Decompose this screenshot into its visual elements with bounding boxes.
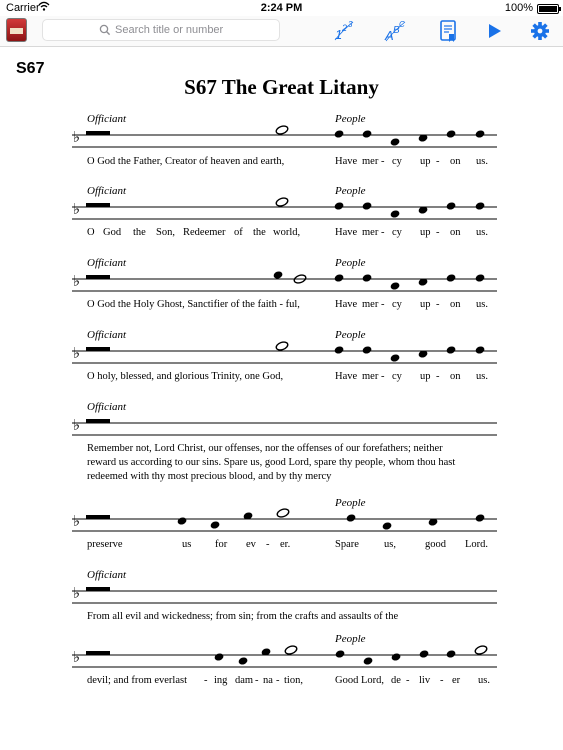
people-label: People — [335, 329, 366, 341]
lyric: O God the Father, Creator of heaven and earth, — [87, 156, 285, 167]
battery-percent: 100% — [504, 2, 533, 14]
lyric: - — [436, 299, 440, 310]
lyric: ev — [246, 539, 256, 550]
lyric: O holy, blessed, and glorious Trinity, one God, — [87, 371, 284, 382]
flat-sign: ♭ — [73, 650, 81, 666]
lyric: world, — [273, 227, 301, 238]
lyric: - — [266, 539, 270, 550]
reciting-note — [86, 275, 110, 279]
note — [475, 345, 486, 354]
whole-note — [284, 645, 298, 656]
lyric: ing — [214, 675, 228, 686]
note — [362, 129, 373, 138]
note — [177, 516, 188, 525]
lyric: - — [381, 156, 385, 167]
staff-system — [72, 497, 497, 550]
lyric: up — [420, 227, 431, 238]
lyric: - — [381, 371, 385, 382]
carrier-label: Carrier — [6, 2, 40, 14]
staff-system — [72, 185, 497, 238]
staff-system — [72, 633, 497, 686]
flat-sign: ♭ — [73, 274, 81, 290]
note — [391, 652, 402, 661]
note — [446, 649, 457, 658]
lyric: us. — [476, 299, 488, 310]
lyric: tion, — [284, 675, 303, 686]
officiant-label: Officiant — [87, 569, 127, 581]
lyric: of — [234, 227, 243, 238]
flat-sign: ♭ — [73, 418, 81, 434]
note — [475, 129, 486, 138]
lyric: dam — [235, 675, 254, 686]
note — [390, 137, 401, 146]
lyric: us. — [478, 675, 490, 686]
officiant-label: Officiant — [87, 329, 127, 341]
lyric: on — [450, 156, 461, 167]
lyric: us, — [384, 539, 396, 550]
note — [334, 201, 345, 210]
lyric: na — [263, 675, 273, 686]
lyric: on — [450, 299, 461, 310]
note — [238, 656, 249, 665]
reciting-note — [86, 587, 110, 591]
lyric: - — [255, 675, 259, 686]
note — [382, 521, 393, 530]
svg-text:3: 3 — [348, 20, 353, 29]
lyric: on — [450, 227, 461, 238]
reciting-note — [86, 651, 110, 655]
svg-text:B: B — [393, 25, 400, 36]
people-label: People — [335, 497, 366, 509]
clock: 2:24 PM — [260, 2, 303, 14]
officiant-label: Officiant — [87, 401, 127, 413]
lyric: Have — [335, 299, 358, 310]
lyric: mer — [362, 156, 379, 167]
lyric: er. — [280, 539, 291, 550]
note — [475, 201, 486, 210]
reciting-note — [86, 203, 110, 207]
lyric: mer — [362, 227, 379, 238]
note — [346, 513, 357, 522]
whole-note — [275, 197, 289, 208]
staff-system — [72, 329, 497, 382]
prose-line: From all evil and wickedness; from sin; from the crafts and assaults of the — [87, 611, 399, 622]
svg-text:A: A — [385, 28, 394, 43]
lyric: Son, — [156, 227, 175, 238]
lyric: - — [436, 227, 440, 238]
note — [362, 201, 373, 210]
lyric: Spare — [335, 539, 359, 550]
lyric: - — [276, 675, 280, 686]
lyric: Have — [335, 156, 358, 167]
lyric: God — [103, 227, 122, 238]
page-title: S67 The Great Litany — [184, 75, 379, 99]
reciting-note — [86, 347, 110, 351]
people-label: People — [335, 185, 366, 197]
lyric: cy — [392, 156, 402, 167]
staff-system — [72, 569, 497, 603]
hymn-number: S67 — [16, 60, 45, 77]
lyric: the — [253, 227, 266, 238]
note — [419, 649, 430, 658]
lyric: - — [381, 227, 385, 238]
note — [390, 281, 401, 290]
officiant-label: Officiant — [87, 113, 127, 125]
officiant-label: Officiant — [87, 257, 127, 269]
prose-line: redeemed with thy most precious blood, and by thy mercy — [87, 471, 332, 482]
flat-sign: ♭ — [73, 346, 81, 362]
note — [446, 129, 457, 138]
people-label: People — [335, 113, 366, 125]
note — [475, 513, 486, 522]
lyric: up — [420, 156, 431, 167]
prose-line: Remember not, Lord Christ, our offenses, nor the offenses of our forefathers; neither — [87, 443, 443, 454]
whole-note — [276, 508, 290, 519]
prose-line: reward us according to our sins. Spare us, good Lord, spare thy people, whom thou hast — [87, 457, 456, 468]
note — [362, 345, 373, 354]
lyric: Redeemer — [183, 227, 226, 238]
lyric: up — [420, 371, 431, 382]
note — [475, 273, 486, 282]
note — [210, 520, 221, 529]
lyric: on — [450, 371, 461, 382]
flat-sign: ♭ — [73, 130, 81, 146]
flat-sign: ♭ — [73, 514, 81, 530]
note — [334, 129, 345, 138]
lyric: cy — [392, 371, 402, 382]
flat-sign: ♭ — [73, 202, 81, 218]
lyric: - — [204, 675, 208, 686]
note — [390, 209, 401, 218]
lyric: - — [440, 675, 444, 686]
people-label: People — [335, 257, 366, 269]
staff-system — [72, 257, 497, 310]
note — [446, 345, 457, 354]
lyric: Have — [335, 227, 358, 238]
lyric: - — [406, 675, 410, 686]
people-label: People — [335, 633, 366, 645]
whole-note — [275, 125, 289, 136]
note — [334, 345, 345, 354]
note — [363, 656, 374, 665]
lyric: - — [436, 371, 440, 382]
lyric: us. — [476, 156, 488, 167]
lyric: er — [452, 675, 461, 686]
staff-system — [72, 113, 497, 167]
lyric: Lord. — [465, 539, 489, 550]
reciting-note — [86, 515, 110, 519]
lyric: mer — [362, 371, 379, 382]
whole-note — [275, 341, 289, 352]
reciting-note — [86, 419, 110, 423]
lyric: Good Lord, — [335, 675, 384, 686]
lyric: O God the Holy Ghost, Sanctifier of the faith - ful, — [87, 299, 300, 310]
note — [273, 270, 284, 279]
note — [334, 273, 345, 282]
officiant-label: Officiant — [87, 185, 127, 197]
note — [362, 273, 373, 282]
lyric: for — [215, 539, 228, 550]
note — [335, 649, 346, 658]
reciting-note — [86, 131, 110, 135]
staff-system — [72, 401, 497, 435]
svg-text:1: 1 — [335, 27, 343, 42]
lyric: - — [436, 156, 440, 167]
lyric: mer — [362, 299, 379, 310]
lyric: us — [182, 539, 192, 550]
lyric: O — [87, 227, 95, 238]
lyric: preserve — [87, 539, 123, 550]
lyric: cy — [392, 227, 402, 238]
note — [446, 273, 457, 282]
lyric: up — [420, 299, 431, 310]
note — [446, 201, 457, 210]
lyric: - — [381, 299, 385, 310]
flat-sign: ♭ — [73, 586, 81, 602]
whole-note — [474, 645, 488, 656]
lyric: good — [425, 539, 446, 550]
note — [214, 652, 225, 661]
lyric: us. — [476, 371, 488, 382]
note — [390, 353, 401, 362]
svg-text:2: 2 — [342, 23, 348, 33]
lyric: de — [391, 675, 401, 686]
lyric: devil; and from everlast — [87, 675, 188, 686]
lyric: us. — [476, 227, 488, 238]
lyric: cy — [392, 299, 402, 310]
lyric: liv — [419, 675, 431, 686]
lyric: the — [133, 227, 146, 238]
lyric: Have — [335, 371, 358, 382]
svg-text:C: C — [399, 20, 405, 29]
